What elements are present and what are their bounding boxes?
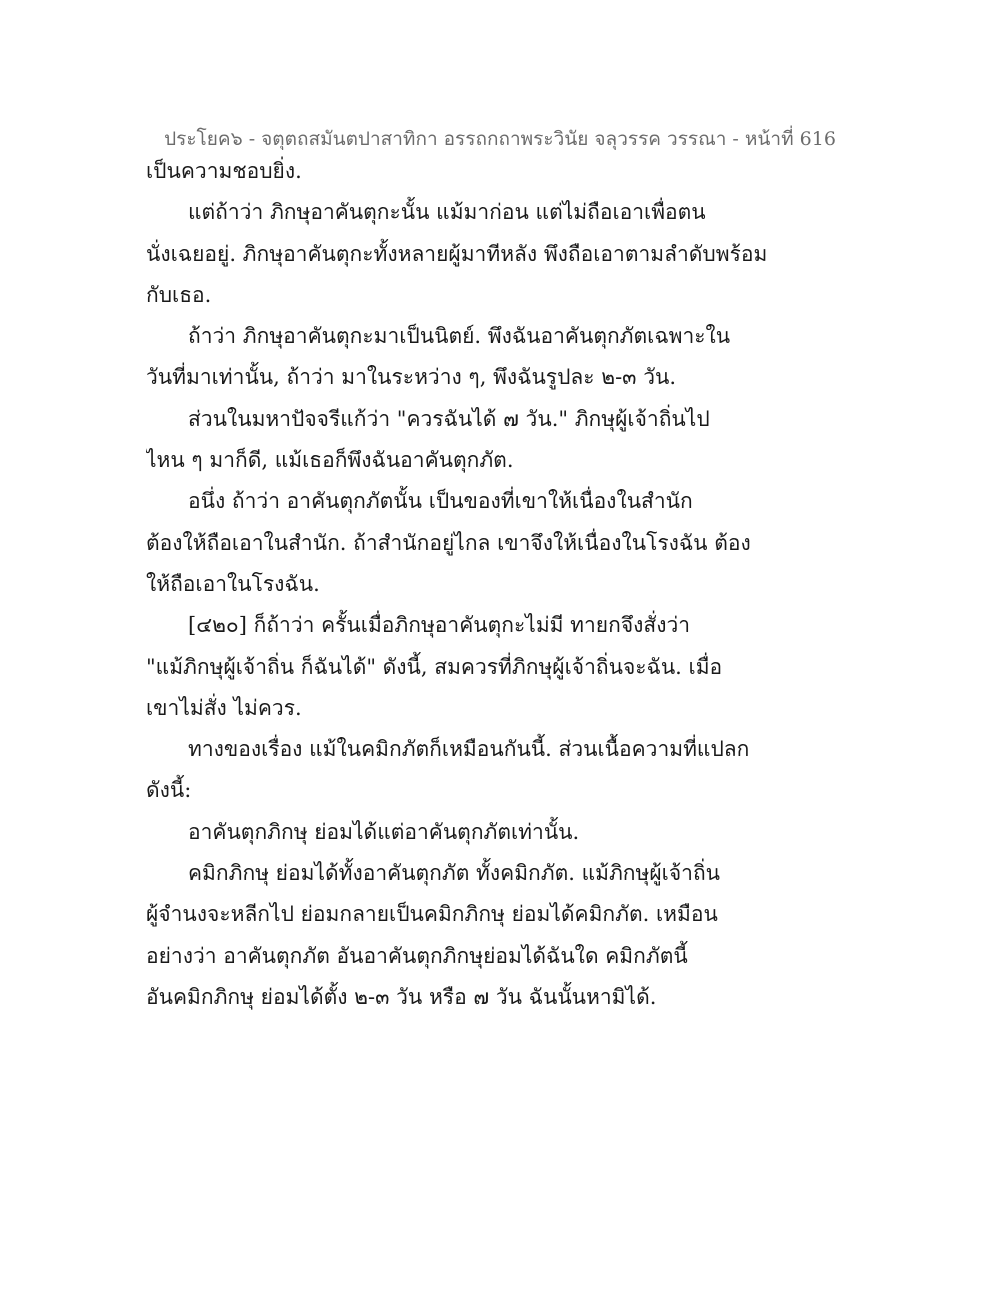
text-line: ทางของเรื่อง แม้ในคมิกภัตก็เหมือนกันนี้. ส่วนเนื้อความที่แปลก bbox=[188, 737, 750, 762]
text-line: "แม้ภิกษุผู้เจ้าถิ่น ก็ฉันได้" ดังนี้, สมควรที่ภิกษุผู้เจ้าถิ่นจะฉัน. เมื่อ bbox=[146, 654, 723, 679]
text-line: วันที่มาเท่านั้น, ถ้าว่า มาในระหว่าง ๆ, พึงฉันรูปละ ๒-๓ วัน. bbox=[146, 365, 677, 390]
text-line: อาคันตุกภิกษุ ย่อมได้แต่อาคันตุกภัตเท่านั้น. bbox=[188, 819, 580, 844]
text-line: คมิกภิกษุ ย่อมได้ทั้งอาคันตุกภัต ทั้งคมิกภัต. แม้ภิกษุผู้เจ้าถิ่น bbox=[188, 861, 721, 886]
text-line: ส่วนในมหาปัจจรีแก้ว่า "ควรฉันได้ ๗ วัน." ภิกษุผู้เจ้าถิ่นไป bbox=[188, 406, 710, 431]
text-line: เขาไม่สั่ง ไม่ควร. bbox=[146, 695, 302, 720]
text-line: ผู้จำนงจะหลีกไป ย่อมกลายเป็นคมิกภิกษุ ย่อมได้คมิกภัต. เหมือน bbox=[146, 902, 718, 927]
text-line: เป็นความชอบยิ่ง. bbox=[146, 159, 302, 183]
text-line: อย่างว่า อาคันตุกภัต อันอาคันตุกภิกษุย่อมได้ฉันใด คมิกภัตนี้ bbox=[146, 943, 688, 968]
text-line: อนึ่ง ถ้าว่า อาคันตุกภัตนั้น เป็นของที่เขาให้เนื่องในสำนัก bbox=[188, 489, 693, 514]
page-header: ประโยค๖ - จตุตถสมันตปาสาทิกา อรรถกถาพระวินัย จลุวรรค วรรณา - หน้าที่ 616 bbox=[164, 128, 836, 150]
text-line: กับเธอ. bbox=[146, 282, 212, 307]
text-line: ดังนี้: bbox=[146, 778, 192, 803]
text-line: นั่งเฉยอยู่. ภิกษุอาคันตุกะทั้งหลายผู้มาทีหลัง พึงถือเอาตามลำดับพร้อม bbox=[146, 241, 768, 266]
body-text bbox=[146, 151, 866, 1018]
text-line: แต่ถ้าว่า ภิกษุอาคันตุกะนั้น แม้มาก่อน แต่ไม่ถือเอาเพื่อตน bbox=[188, 200, 706, 225]
text-line: อันคมิกภิกษุ ย่อมได้ตั้ง ๒-๓ วัน หรือ ๗ วัน ฉันนั้นหามิได้. bbox=[146, 984, 657, 1009]
text-line: ถ้าว่า ภิกษุอาคันตุกะมาเป็นนิตย์. พึงฉันอาคันตุกภัตเฉพาะใน bbox=[188, 324, 731, 349]
text-line: ต้องให้ถือเอาในสำนัก. ถ้าสำนักอยู่ไกล เขาจึงให้เนื่องในโรงฉัน ต้อง bbox=[146, 530, 751, 555]
text-line: ให้ถือเอาในโรงฉัน. bbox=[146, 571, 320, 596]
text-line: [๔๒๐] ก็ถ้าว่า ครั้นเมื่อภิกษุอาคันตุกะไม่มี ทายกจึงสั่งว่า bbox=[188, 613, 691, 638]
text-line: ไหน ๆ มาก็ดี, แม้เธอก็พึงฉันอาคันตุกภัต. bbox=[146, 448, 514, 473]
